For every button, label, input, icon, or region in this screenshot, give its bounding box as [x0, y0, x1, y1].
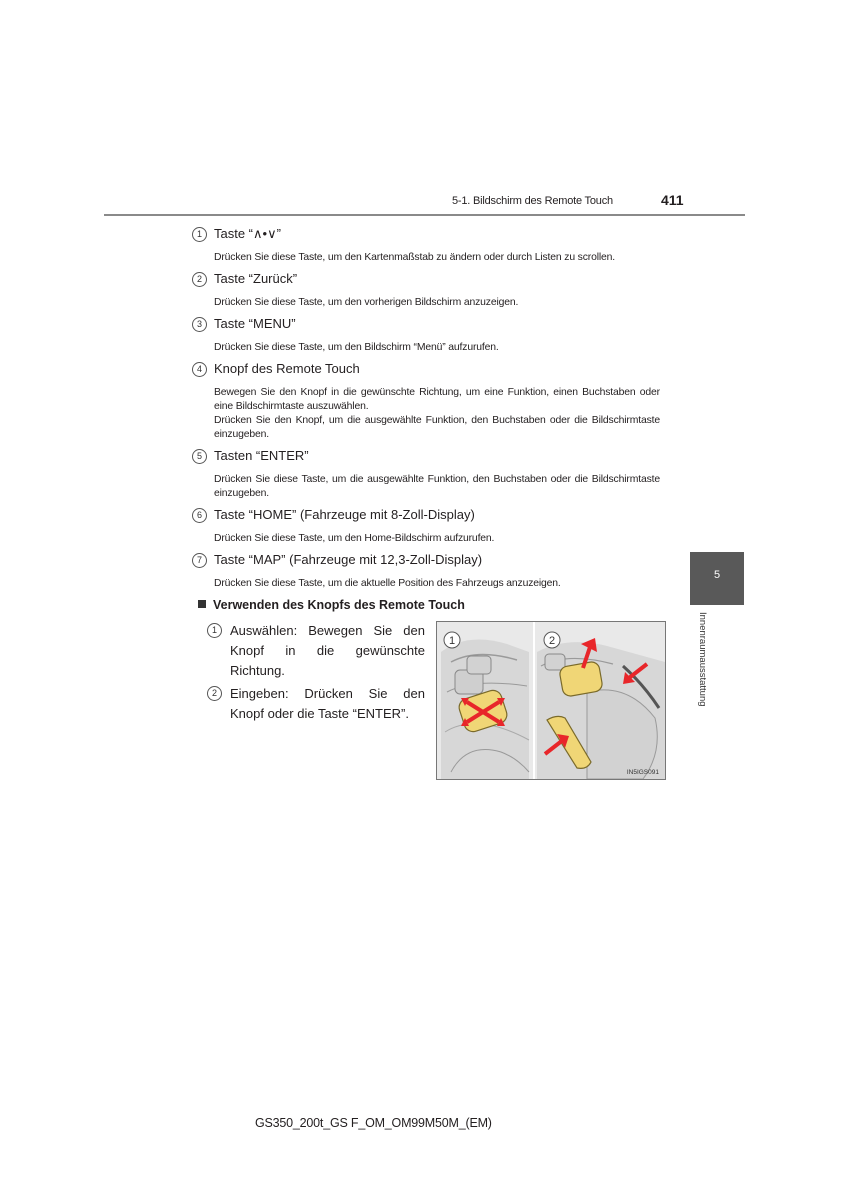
item-title: Taste “∧•∨” — [214, 226, 281, 241]
square-bullet-icon — [198, 600, 206, 608]
section-title: 5-1. Bildschirm des Remote Touch — [452, 195, 613, 207]
item-description: Drücken Sie diese Taste, um die ausgewählte Funktion, den Buchstaben oder die Bildschirmtaste einzugeben. — [214, 474, 660, 499]
document-code: GS350_200t_GS F_OM_OM99M50M_(EM) — [255, 1116, 492, 1130]
circled-number: 1 — [192, 227, 207, 242]
item-description: Bewegen Sie den Knopf in die gewünschte Richtung, um eine Funktion, einen Buchstaben oder eine Bildschirmtaste auszuwählen. Drücken Sie den Knopf, um die ausgewählte Funktion, den Buchstaben oder die Bildschirmtaste einzugeben. — [214, 387, 660, 440]
step-item — [207, 621, 425, 681]
circled-number: 6 — [192, 508, 207, 523]
page-number: 411 — [661, 192, 684, 208]
item-description: Drücken Sie diese Taste, um den Bildschirm “Menü” aufzurufen. — [214, 342, 499, 353]
chapter-tab: 5 — [690, 552, 744, 605]
chapter-title: Innenraumausstattung — [697, 612, 708, 707]
item-title: Taste “MAP” (Fahrzeuge mit 12,3-Zoll-Display) — [214, 552, 483, 567]
circled-number: 1 — [207, 623, 222, 638]
item-description: Drücken Sie diese Taste, um den Kartenmaßstab zu ändern oder durch Listen zu scrollen. — [214, 252, 616, 263]
item-title: Tasten “ENTER” — [214, 448, 309, 463]
panel-label: 1 — [448, 635, 456, 647]
circled-number: 4 — [192, 362, 207, 377]
remote-touch-illustration — [436, 621, 666, 780]
remote-touch-drawing — [437, 622, 665, 779]
item-title: Knopf des Remote Touch — [214, 361, 360, 376]
step-item — [207, 684, 425, 724]
item-description: Drücken Sie diese Taste, um den vorherigen Bildschirm anzuzeigen. — [214, 297, 519, 308]
step-text: Auswählen: Bewegen Sie den Knopf in die gewünschte Richtung. — [230, 623, 425, 678]
section-heading: Verwenden des Knopfs des Remote Touch — [198, 598, 465, 612]
panel-label: 2 — [548, 635, 556, 647]
circled-number: 5 — [192, 449, 207, 464]
step-text: Eingeben: Drücken Sie den Knopf oder die Taste “ENTER”. — [230, 686, 425, 721]
item-description: Drücken Sie diese Taste, um den Home-Bildschirm aufzurufen. — [214, 533, 495, 544]
panel-select — [441, 640, 529, 780]
circled-number: 2 — [192, 272, 207, 287]
item-title: Taste “Zurück” — [214, 271, 298, 286]
circled-number: 2 — [207, 686, 222, 701]
header-rule — [104, 214, 745, 216]
item-title: Taste “HOME” (Fahrzeuge mit 8-Zoll-Display) — [214, 507, 475, 522]
circled-number: 3 — [192, 317, 207, 332]
circled-number: 7 — [192, 553, 207, 568]
image-code: IN5IGS091 — [626, 769, 659, 776]
item-description: Drücken Sie diese Taste, um die aktuelle Position des Fahrzeugs anzuzeigen. — [214, 578, 561, 589]
panel-enter — [537, 638, 665, 779]
item-title: Taste “MENU” — [214, 316, 296, 331]
